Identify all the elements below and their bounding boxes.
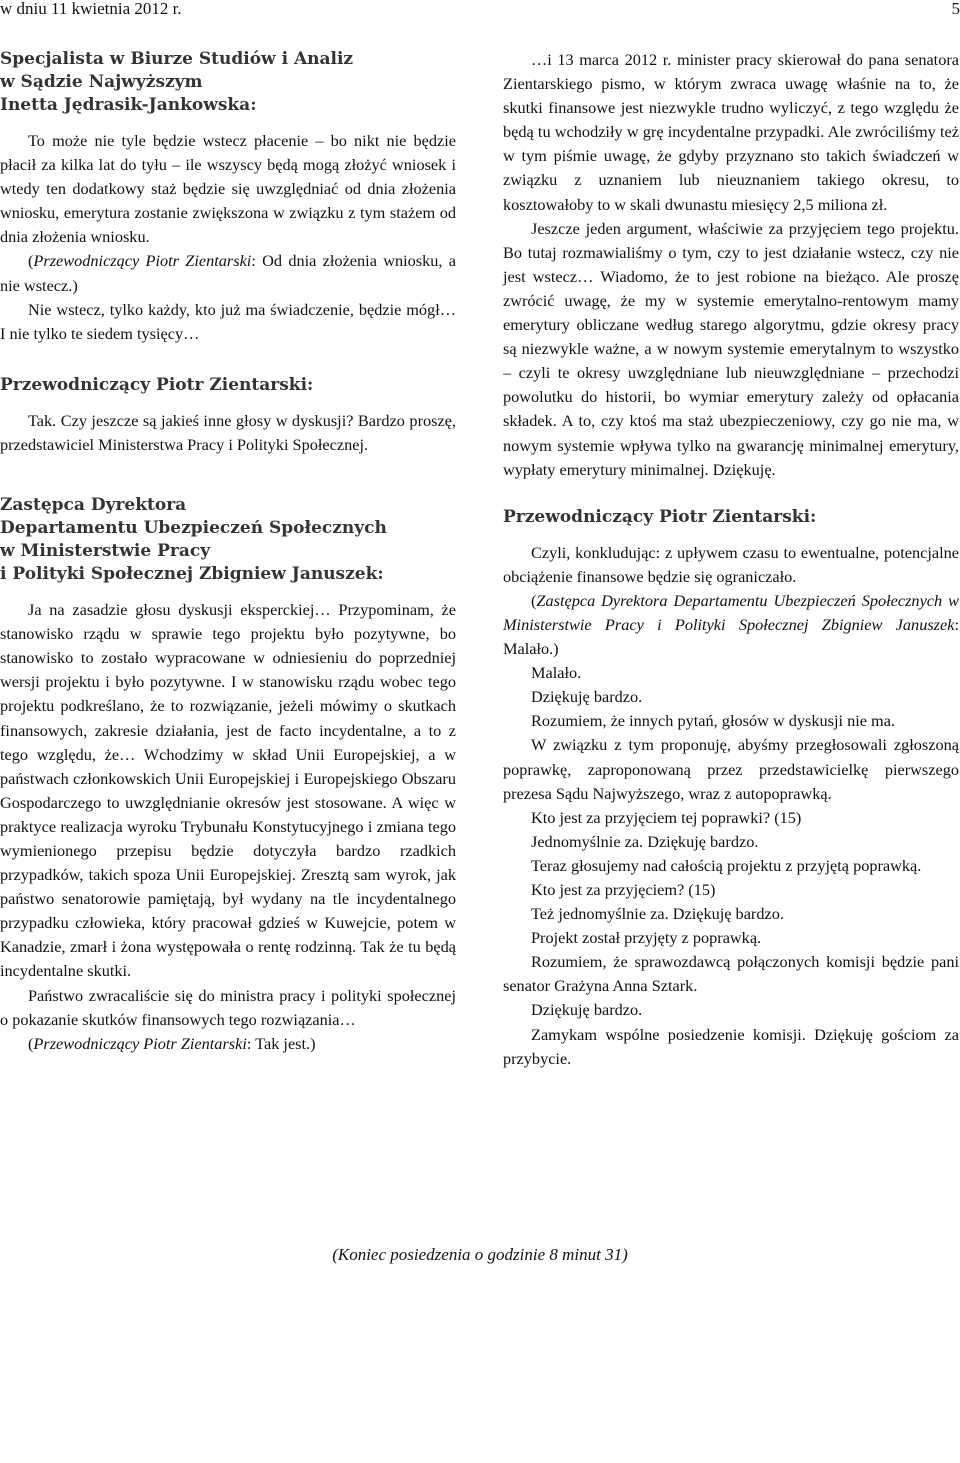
paragraph: Tak. Czy jeszcze są jakieś inne głosy w dyskusji? Bardzo proszę, przedstawiciel Ministerstwa Pracy i Polityki Społecznej. (0, 410, 456, 454)
paren-open: ( (531, 590, 537, 610)
paragraph: Malało. (531, 663, 582, 683)
interjection-paragraph (0, 249, 456, 297)
paragraph: Projekt został przyjęty z poprawką. (531, 928, 762, 948)
paragraph: Jednomyślnie za. Dziękuję bardzo. (531, 831, 759, 851)
paragraph: …i 13 marca 2012 r. minister pracy skierował do pana senatora Zientarskiego pismo, w którym zwraca uwagę właśnie na to, że skutki finansowe jest niezwykle trudno wyliczyć, z tego względu że będą tu wchodziły w grę incydentalne przypadki. Ale zwróciliśmy też w tym piśmie uwagę, że gdyby przyznano sto takich świadczeń w związku z uznaniem lub nieuznaniem takiego okresu, to kosztowałoby to w skali dwunastu miesięcy 2,5 miliona zł. (503, 50, 959, 214)
speaker-heading-jedrasik (0, 48, 456, 117)
interjection-paragraph (0, 1032, 456, 1056)
heading-line: w Sądzie Najwyższym (0, 72, 203, 92)
paragraph: Kto jest za przyjęciem? (15) (531, 880, 716, 899)
heading-line: Departamentu Ubezpieczeń Społecznych (0, 518, 387, 539)
paragraph: To może nie tyle będzie wstecz płacenie – bo nikt nie będzie płacił za kilka lat do tyłu – ile wszyscy będą mogą złożyć wniosek i wtedy ten dodatkowy staż będzie się uwzględniać od dnia złożenia wniosku, emerytura zostanie zwiększona w związku z tym stażem od dnia złożenia wniosku. (0, 131, 456, 247)
interjection-speaker: Przewodniczący Piotr Zientarski (33, 1033, 247, 1053)
heading-line: Specjalista w Biurze Studiów i Analiz (0, 49, 354, 69)
speaker-heading-chairman: Przewodniczący Piotr Zientarski: (0, 374, 314, 395)
paragraph: Teraz głosujemy nad całością projektu z przyjętą poprawką. (531, 855, 922, 875)
page-header-date: w dniu 11 kwietnia 2012 r. (0, 0, 182, 18)
left-column (0, 48, 456, 1056)
interjection-speaker: Przewodniczący Piotr Zientarski (33, 251, 252, 271)
speaker-heading-chairman: Przewodniczący Piotr Zientarski: (503, 506, 817, 527)
paren-open: ( (28, 251, 34, 271)
paragraph: Też jednomyślnie za. Dziękuję bardzo. (531, 904, 784, 924)
right-column (503, 48, 959, 1071)
interjection-paragraph (503, 589, 959, 661)
paragraph: Dziękuję bardzo. (531, 1000, 643, 1020)
paragraph: Państwo zwracaliście się do ministra pracy i polityki społecznej o pokazanie skutków finansowych tego rozwiązania… (0, 985, 456, 1029)
paragraph: W związku z tym proponuję, abyśmy przegłosowali zgłoszoną poprawkę, zaproponowaną przez przedstawicielkę pierwszego prezesa Sądu Najwyższego, wraz z autopoprawką. (503, 735, 959, 803)
paragraph: Dziękuję bardzo. (531, 687, 643, 707)
heading-line: Inetta Jędrasik-Jankowska: (0, 95, 257, 115)
speaker-heading-januszek (0, 494, 456, 586)
page-number: 5 (951, 0, 960, 18)
heading-line: w Ministerstwie Pracy (0, 541, 211, 562)
paragraph: Nie wstecz, tylko każdy, kto już ma świadczenie, będzie mógł… I nie tylko te siedem tysięcy… (0, 299, 456, 343)
interjection-text: : Malało.) (503, 614, 959, 659)
paragraph: Rozumiem, że innych pytań, głosów w dyskusji nie ma. (531, 711, 896, 731)
paragraph: Kto jest za przyjęciem tej poprawki? (15) (531, 807, 802, 827)
paragraph: Jeszcze jeden argument, właściwie za przyjęciem tego projektu. Bo tutaj rozmawialiśmy o tym, czy to jest działanie wstecz, czy nie jest wstecz… Wiadomo, że to jest robione na bieżąco. Ale proszę zwrócić uwagę, że my w systemie emerytalno-rentowym mamy emerytury obliczane według starego algorytmu, gdzie okresy pracy są niezwykle ważne, a w nowym systemie emerytalnym to wszystko – czyli te okresy uwzględniane lub nieuwzględniane – przechodzi powolutku do historii, bo wymiar emerytury zależy od opłacania składek. A to, czy ktoś ma staż ubezpieczeniowy, czy go nie ma, w nowym systemie wpływa tylko na gwarancję minimalnej emerytury, wypłaty emerytury minimalnej. Dziękuję. (503, 218, 959, 479)
paragraph: Zamykam wspólne posiedzenie komisji. Dziękuję gościom za przybycie. (503, 1024, 959, 1068)
paragraph: Czyli, konkludując: z upływem czasu to ewentualne, potencjalne obciążenie finansowe będzie się ograniczało. (503, 542, 959, 586)
heading-line: Zastępca Dyrektora (0, 495, 187, 516)
heading-line: i Polityki Społecznej Zbigniew Januszek: (0, 564, 384, 585)
paragraph: Ja na zasadzie głosu dyskusji eksperckiej… Przypominam, że stanowisko rządu w sprawie tego projektu było pozytywne, bo stanowisko to zostało wypracowane w odniesieniu do poprzedniej wersji projektu i było pozytywne. I w stanowisku rządu wobec tego projektu podkreślano, że to rozwiązanie, jeżeli mówimy o skutkach finansowych, zakresie działania, jest de facto incydentalne, a to z tego względu, że… Wchodzimy w skład Unii Europejskiej, a w państwach członkowskich Unii Europejskiej i Europejskiego Obszaru Gospodarczego to uwzględnianie okresów jest stosowane. A więc w praktyce realizacja wyroku Trybunału Konstytucyjnego i zmiana tego wymienionego przepisu będzie dotyczyła bardzo rzadkich przypadków, takich spoza Unii Europejskiej. Zresztą sam wyrok, jak państwo senatorowie pamiętają, był wydany na tle incydentalnego przypadku człowieka, który pracował gdzieś w Kuwejcie, potem w Kanadzie, zmarł i żona występowała o rentę rodzinną. Tak że tu będą incydentalne skutki. (0, 600, 456, 981)
interjection-speaker: Zastępca Dyrektora Departamentu Ubezpieczeń Społecznych w Ministerstwie Pracy i Polityki Społecznej Zbigniew Januszek (503, 590, 959, 634)
interjection-text: : Tak jest.) (246, 1033, 316, 1053)
paragraph: Rozumiem, że sprawozdawcą połączonych komisji będzie pani senator Grażyna Anna Sztark. (503, 952, 959, 996)
paren-open: ( (28, 1033, 34, 1053)
interjection-text: : Od dnia złożenia wniosku, a nie wstecz.) (0, 251, 456, 295)
session-end-note: (Koniec posiedzenia o godzinie 8 minut 31) (332, 1245, 628, 1264)
